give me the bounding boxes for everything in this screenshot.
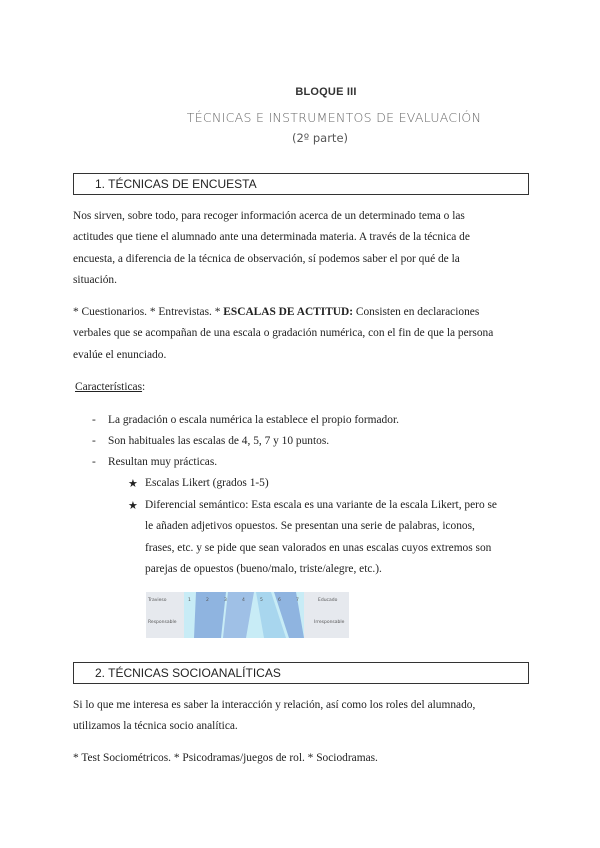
scale-left-label: Responsable: [148, 620, 177, 625]
sub-list-item-text: le añaden adjetivos opuestos. Se presentan una serie de palabras, iconos,: [145, 520, 475, 533]
scale-number: 3: [224, 598, 227, 603]
escalas-actitud-term: ESCALAS DE ACTITUD:: [223, 306, 354, 318]
text-line: utilizamos la técnica socio analítica.: [73, 720, 238, 733]
scale-left-label: Travieso: [148, 598, 167, 603]
sub-list-item: [128, 495, 528, 580]
list-item: - La gradación o escala numérica la establece el propio formador.: [92, 414, 399, 426]
scale-number: 1: [188, 598, 191, 603]
list-item-text: La gradación o escala numérica la establece el propio formador.: [108, 414, 399, 426]
encuesta-intro: [73, 206, 533, 291]
scale-right-label: Educado: [318, 598, 338, 603]
list-item-text: Resultan muy prácticas.: [108, 456, 218, 468]
sub-list-item-text: Diferencial semántico: Esta escala es una variante de la escala Likert, pero se: [145, 499, 497, 511]
sub-list-item-text: parejas de opuestos (bueno/malo, triste/alegre, etc.).: [145, 562, 382, 575]
scale-number: 6: [278, 598, 281, 603]
scale-number: 2: [206, 598, 209, 603]
text-line: verbales que se acompañan de una escala o gradación numérica, con el fin de que la persona: [73, 327, 494, 340]
text-line: actitudes que tiene el alumnado ante una determinada materia. A través de la técnica de: [73, 231, 470, 244]
scale-right-label: Irresponsable: [314, 620, 345, 625]
block-title: BLOQUE III: [295, 86, 357, 98]
text-line: situación.: [73, 273, 117, 286]
star-bullet-icon: ★: [128, 499, 138, 512]
socioanaliticas-instruments: * Test Sociométricos. * Psicodramas/juegos de rol. * Sociodramas.: [73, 752, 378, 764]
section-heading-encuesta: 1. TÉCNICAS DE ENCUESTA: [73, 173, 529, 195]
star-bullet-icon: ★: [128, 477, 138, 490]
list-item-text: Son habituales las escalas de 4, 5, 7 y 10 puntos.: [108, 435, 330, 447]
socioanaliticas-intro: [73, 695, 533, 738]
text-line: [73, 302, 533, 323]
encuesta-instruments: [73, 302, 533, 366]
text-line: evalúe el enunciado.: [73, 348, 167, 361]
part-label: (2º parte): [291, 131, 349, 145]
scale-number: 5: [260, 598, 263, 603]
characteristics-heading: [75, 377, 535, 398]
scale-number: 7: [296, 598, 299, 603]
list-item: - Resultan muy prácticas.: [92, 456, 218, 468]
document-title: TÉCNICAS E INSTRUMENTOS DE EVALUACIÓN: [186, 110, 482, 125]
sub-list-item-text: frases, etc. y se pide que sean valorados en unas escalas cuyos extremos son: [145, 541, 492, 554]
section-heading-socioanaliticas: 2. TÉCNICAS SOCIOANALÍTICAS: [73, 662, 529, 684]
scale-graphic: [146, 592, 349, 638]
scale-number: 4: [242, 598, 245, 603]
sub-list-item: [128, 473, 528, 494]
instruments-rest: Consisten en declaraciones: [353, 306, 480, 318]
text-line: Si lo que me interesa es saber la interacción y relación, así como los roles del alumnado,: [73, 699, 476, 711]
instruments-prefix: * Cuestionarios. * Entrevistas. *: [73, 306, 224, 318]
text-line: encuesta, a diferencia de la técnica de observación, sí podemos saber el por qué de la: [73, 252, 460, 265]
characteristics-label: Características: [75, 381, 143, 393]
list-item: - Son habituales las escalas de 4, 5, 7 y 10 puntos.: [92, 435, 330, 447]
characteristics-colon: :: [142, 381, 146, 393]
sub-list-item-text: Escalas Likert (grados 1-5): [145, 477, 269, 489]
semantic-differential-image: [146, 592, 349, 638]
text-line: Nos sirven, sobre todo, para recoger información acerca de un determinado tema o las: [73, 210, 465, 222]
